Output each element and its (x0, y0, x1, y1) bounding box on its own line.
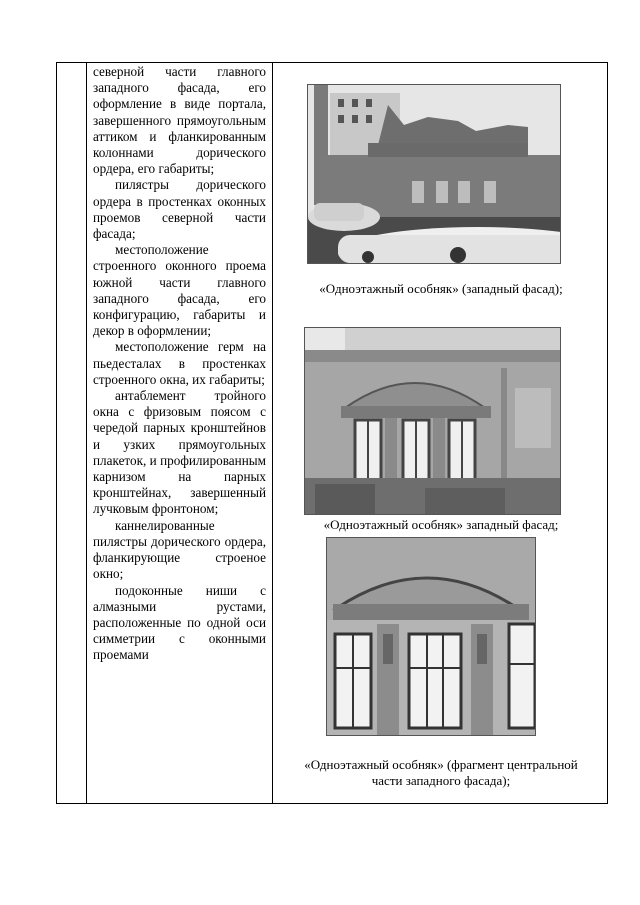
column-divider-1 (86, 63, 87, 803)
paragraph-niches: подоконные ниши с алмазными рустами, расположенные по одной оси симметрии с оконными проемами (93, 582, 266, 663)
photo-3-caption (276, 757, 606, 789)
photo-3-caption-line-2: части западного фасада); (371, 773, 511, 788)
paragraph-portal: северной части главного западного фасада, его оформление в виде портала, завершенного прямоугольным аттиком и фланкированным колоннами дорического ордера, его габариты; (93, 64, 266, 177)
paragraph-triple-window: местоположение строенного оконного проема южной части главного западного фасада, его конфигурацию, габариты и декор в оформлении; (93, 242, 266, 339)
protected-features-text (93, 64, 266, 664)
paragraph-herms: местоположение герм на пьедесталах в простенках строенного окна, их габариты; (93, 339, 266, 387)
column-divider-2 (272, 63, 273, 803)
photo-3-caption-line-1: «Одноэтажный особняк» (фрагмент центральной (304, 757, 578, 772)
photo-central-fragment (326, 537, 536, 736)
paragraph-fluted-pilasters: каннелированные пилястры дорического ордера, фланкирующие строеное окно; (93, 517, 266, 582)
photo-west-facade (307, 84, 561, 264)
paragraph-pilasters: пилястры дорического ордера в простенках оконных проемов северной части фасада; (93, 177, 266, 242)
photo-1-caption: «Одноэтажный особняк» (западный фасад); (319, 281, 563, 296)
paragraph-entablature: антаблемент тройного окна с фризовым поясом с чередой парных кронштейнов и узких прямоугольных плакеток, и профилированным карнизом на парных кронштейнах, завершенный лучковым фронтоном; (93, 388, 266, 517)
photo-2-caption: «Одноэтажный особняк» западный фасад; (323, 517, 559, 532)
photo-west-facade-window (304, 327, 561, 515)
facade-photo-2-image (305, 328, 560, 514)
facade-photo-1-image (308, 85, 560, 263)
facade-photo-3-image (327, 538, 535, 735)
